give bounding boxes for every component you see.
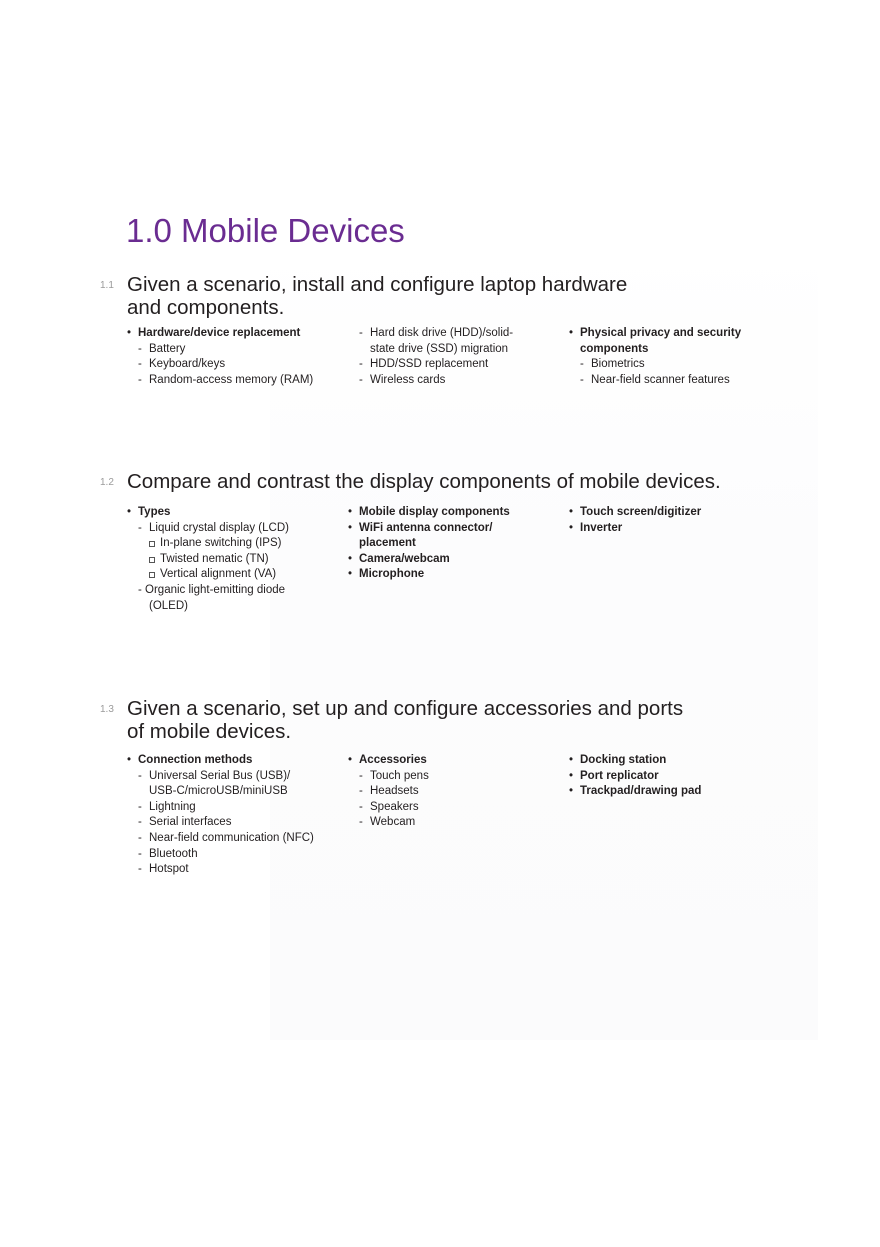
page-title: 1.0 Mobile Devices bbox=[126, 212, 405, 249]
list-item: components bbox=[580, 342, 649, 355]
list-item: • Mobile display components bbox=[348, 505, 510, 521]
list-item: - Biometrics bbox=[569, 357, 741, 373]
list-item: • Trackpad/drawing pad bbox=[569, 784, 701, 800]
objective-title bbox=[127, 471, 827, 494]
column-2 bbox=[359, 326, 513, 388]
list-item: - HDD/SSD replacement bbox=[359, 357, 513, 373]
column-3 bbox=[569, 326, 741, 388]
list-item: - Serial interfaces bbox=[127, 815, 314, 831]
objective-number: 1.2 bbox=[100, 477, 114, 488]
list-item: - Bluetooth bbox=[127, 847, 314, 863]
list-item: - Webcam bbox=[348, 815, 429, 831]
list-item: • Touch screen/digitizer bbox=[569, 505, 701, 521]
list-item: - Universal Serial Bus (USB)/ bbox=[127, 769, 314, 785]
list-item: (OLED) bbox=[149, 599, 188, 612]
list-item: - Wireless cards bbox=[359, 373, 513, 389]
list-item: • Port replicator bbox=[569, 769, 701, 785]
list-item: USB-C/microUSB/miniUSB bbox=[149, 785, 288, 798]
list-item: • Types bbox=[127, 505, 289, 521]
list-item: - Liquid crystal display (LCD) bbox=[127, 521, 289, 537]
list-item: - Near-field scanner features bbox=[569, 373, 741, 389]
list-item: • Hardware/device replacement bbox=[127, 326, 313, 342]
column-3 bbox=[569, 505, 701, 536]
column-2 bbox=[348, 753, 429, 831]
list-item: - Hard disk drive (HDD)/solid- bbox=[359, 326, 513, 342]
list-item: Vertical alignment (VA) bbox=[127, 567, 289, 583]
list-item: • Docking station bbox=[569, 753, 701, 769]
list-item: - Headsets bbox=[348, 784, 429, 800]
list-item: - Random-access memory (RAM) bbox=[127, 373, 313, 389]
objective-title-line: of mobile devices. bbox=[127, 719, 292, 743]
list-item: • Inverter bbox=[569, 521, 701, 537]
column-1 bbox=[127, 505, 289, 614]
list-item: - Organic light-emitting diode bbox=[127, 583, 289, 599]
objective-title-line: Given a scenario, set up and configure accessories and ports bbox=[127, 697, 684, 720]
list-item: In-plane switching (IPS) bbox=[127, 536, 289, 552]
objective-number: 1.1 bbox=[100, 280, 114, 291]
column-1 bbox=[127, 326, 313, 388]
list-item: - Speakers bbox=[348, 800, 429, 816]
list-item: • Accessories bbox=[348, 753, 429, 769]
list-item: • Connection methods bbox=[127, 753, 314, 769]
objective-title-line: and components. bbox=[127, 295, 285, 319]
objective-title-line: Given a scenario, install and configure laptop hardware bbox=[127, 273, 628, 296]
list-item: - Touch pens bbox=[348, 769, 429, 785]
list-item: state drive (SSD) migration bbox=[370, 342, 509, 355]
list-item: - Hotspot bbox=[127, 862, 314, 878]
list-item: • Microphone bbox=[348, 567, 510, 583]
list-item: - Lightning bbox=[127, 800, 314, 816]
column-3 bbox=[569, 753, 701, 800]
list-item: • WiFi antenna connector/ bbox=[348, 521, 510, 537]
list-item: - Near-field communication (NFC) bbox=[127, 831, 314, 847]
list-item: Twisted nematic (TN) bbox=[127, 552, 289, 568]
column-2 bbox=[348, 505, 510, 583]
list-item: - Keyboard/keys bbox=[127, 357, 313, 373]
list-item: • Camera/webcam bbox=[348, 552, 510, 568]
objective-title-line: Compare and contrast the display components of mobile devices. bbox=[127, 470, 721, 493]
objective-number: 1.3 bbox=[100, 704, 114, 715]
objective-title bbox=[127, 274, 807, 319]
column-1 bbox=[127, 753, 314, 878]
list-item: placement bbox=[359, 537, 416, 550]
list-item: • Physical privacy and security bbox=[569, 326, 741, 342]
objective-title bbox=[127, 698, 807, 743]
list-item: - Battery bbox=[127, 342, 313, 358]
